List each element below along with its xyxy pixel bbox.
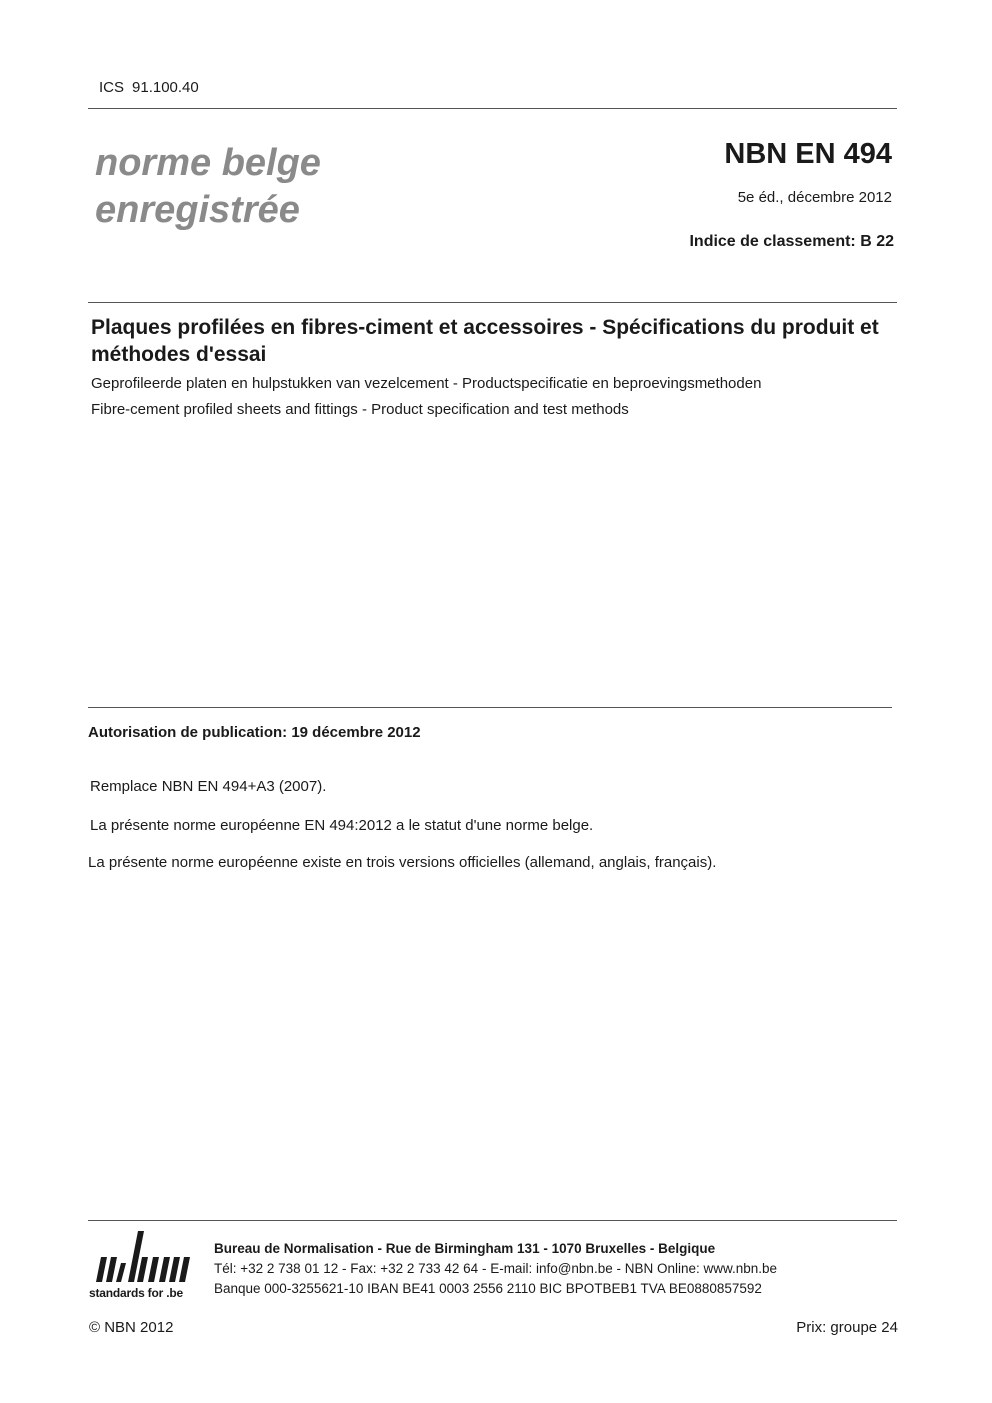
status-note: La présente norme européenne EN 494:2012 a le statut d'une norme belge. [90,817,594,834]
standard-number: NBN EN 494 [724,138,892,170]
classification-index: Indice de classement: B 22 [689,233,894,250]
brand-title [95,140,321,234]
ics-code: 91.100.40 [132,79,199,96]
nbn-logo [88,1226,200,1306]
brand-line-2: enregistrée [95,189,300,231]
title-dutch: Geprofileerde platen en hulpstukken van vezelcement - Productspecificatie en beproevingsmethoden [91,375,762,392]
ics-label: ICS [99,79,125,96]
publication-authorisation: Autorisation de publication: 19 décembre 2012 [88,724,421,741]
footer-banking: Banque 000-3255621-10 IBAN BE41 0003 2556 2110 BIC BPOTBEB1 TVA BE0880857592 [214,1281,762,1296]
footer-contact: Tél: +32 2 738 01 12 - Fax: +32 2 733 42 64 - E-mail: info@nbn.be - NBN Online: www.nbn.be [214,1261,778,1276]
footer-divider [88,1220,897,1221]
title-divider-bottom [88,707,892,708]
versions-note: La présente norme européenne existe en trois versions officielles (allemand, anglais, français). [88,854,717,871]
ics-classification [99,79,199,96]
price-group: Prix: groupe 24 [796,1319,898,1336]
title-french: Plaques profilées en fibres-ciment et accessoires - Spécifications du produit et méthodes d'essai [91,316,879,366]
title-english: Fibre-cement profiled sheets and fittings - Product specification and test methods [91,401,629,418]
header-divider [88,108,897,109]
edition-date: 5e éd., décembre 2012 [737,189,892,206]
footer-address: Bureau de Normalisation - Rue de Birmingham 131 - 1070 Bruxelles - Belgique [214,1241,716,1256]
title-divider-top [88,302,897,303]
replaces-note: Remplace NBN EN 494+A3 (2007). [90,778,327,795]
copyright: © NBN 2012 [89,1319,174,1336]
brand-line-1: norme belge [95,142,321,184]
nbn-logo-icon [88,1226,200,1284]
logo-tagline: standards for .be [89,1286,183,1300]
